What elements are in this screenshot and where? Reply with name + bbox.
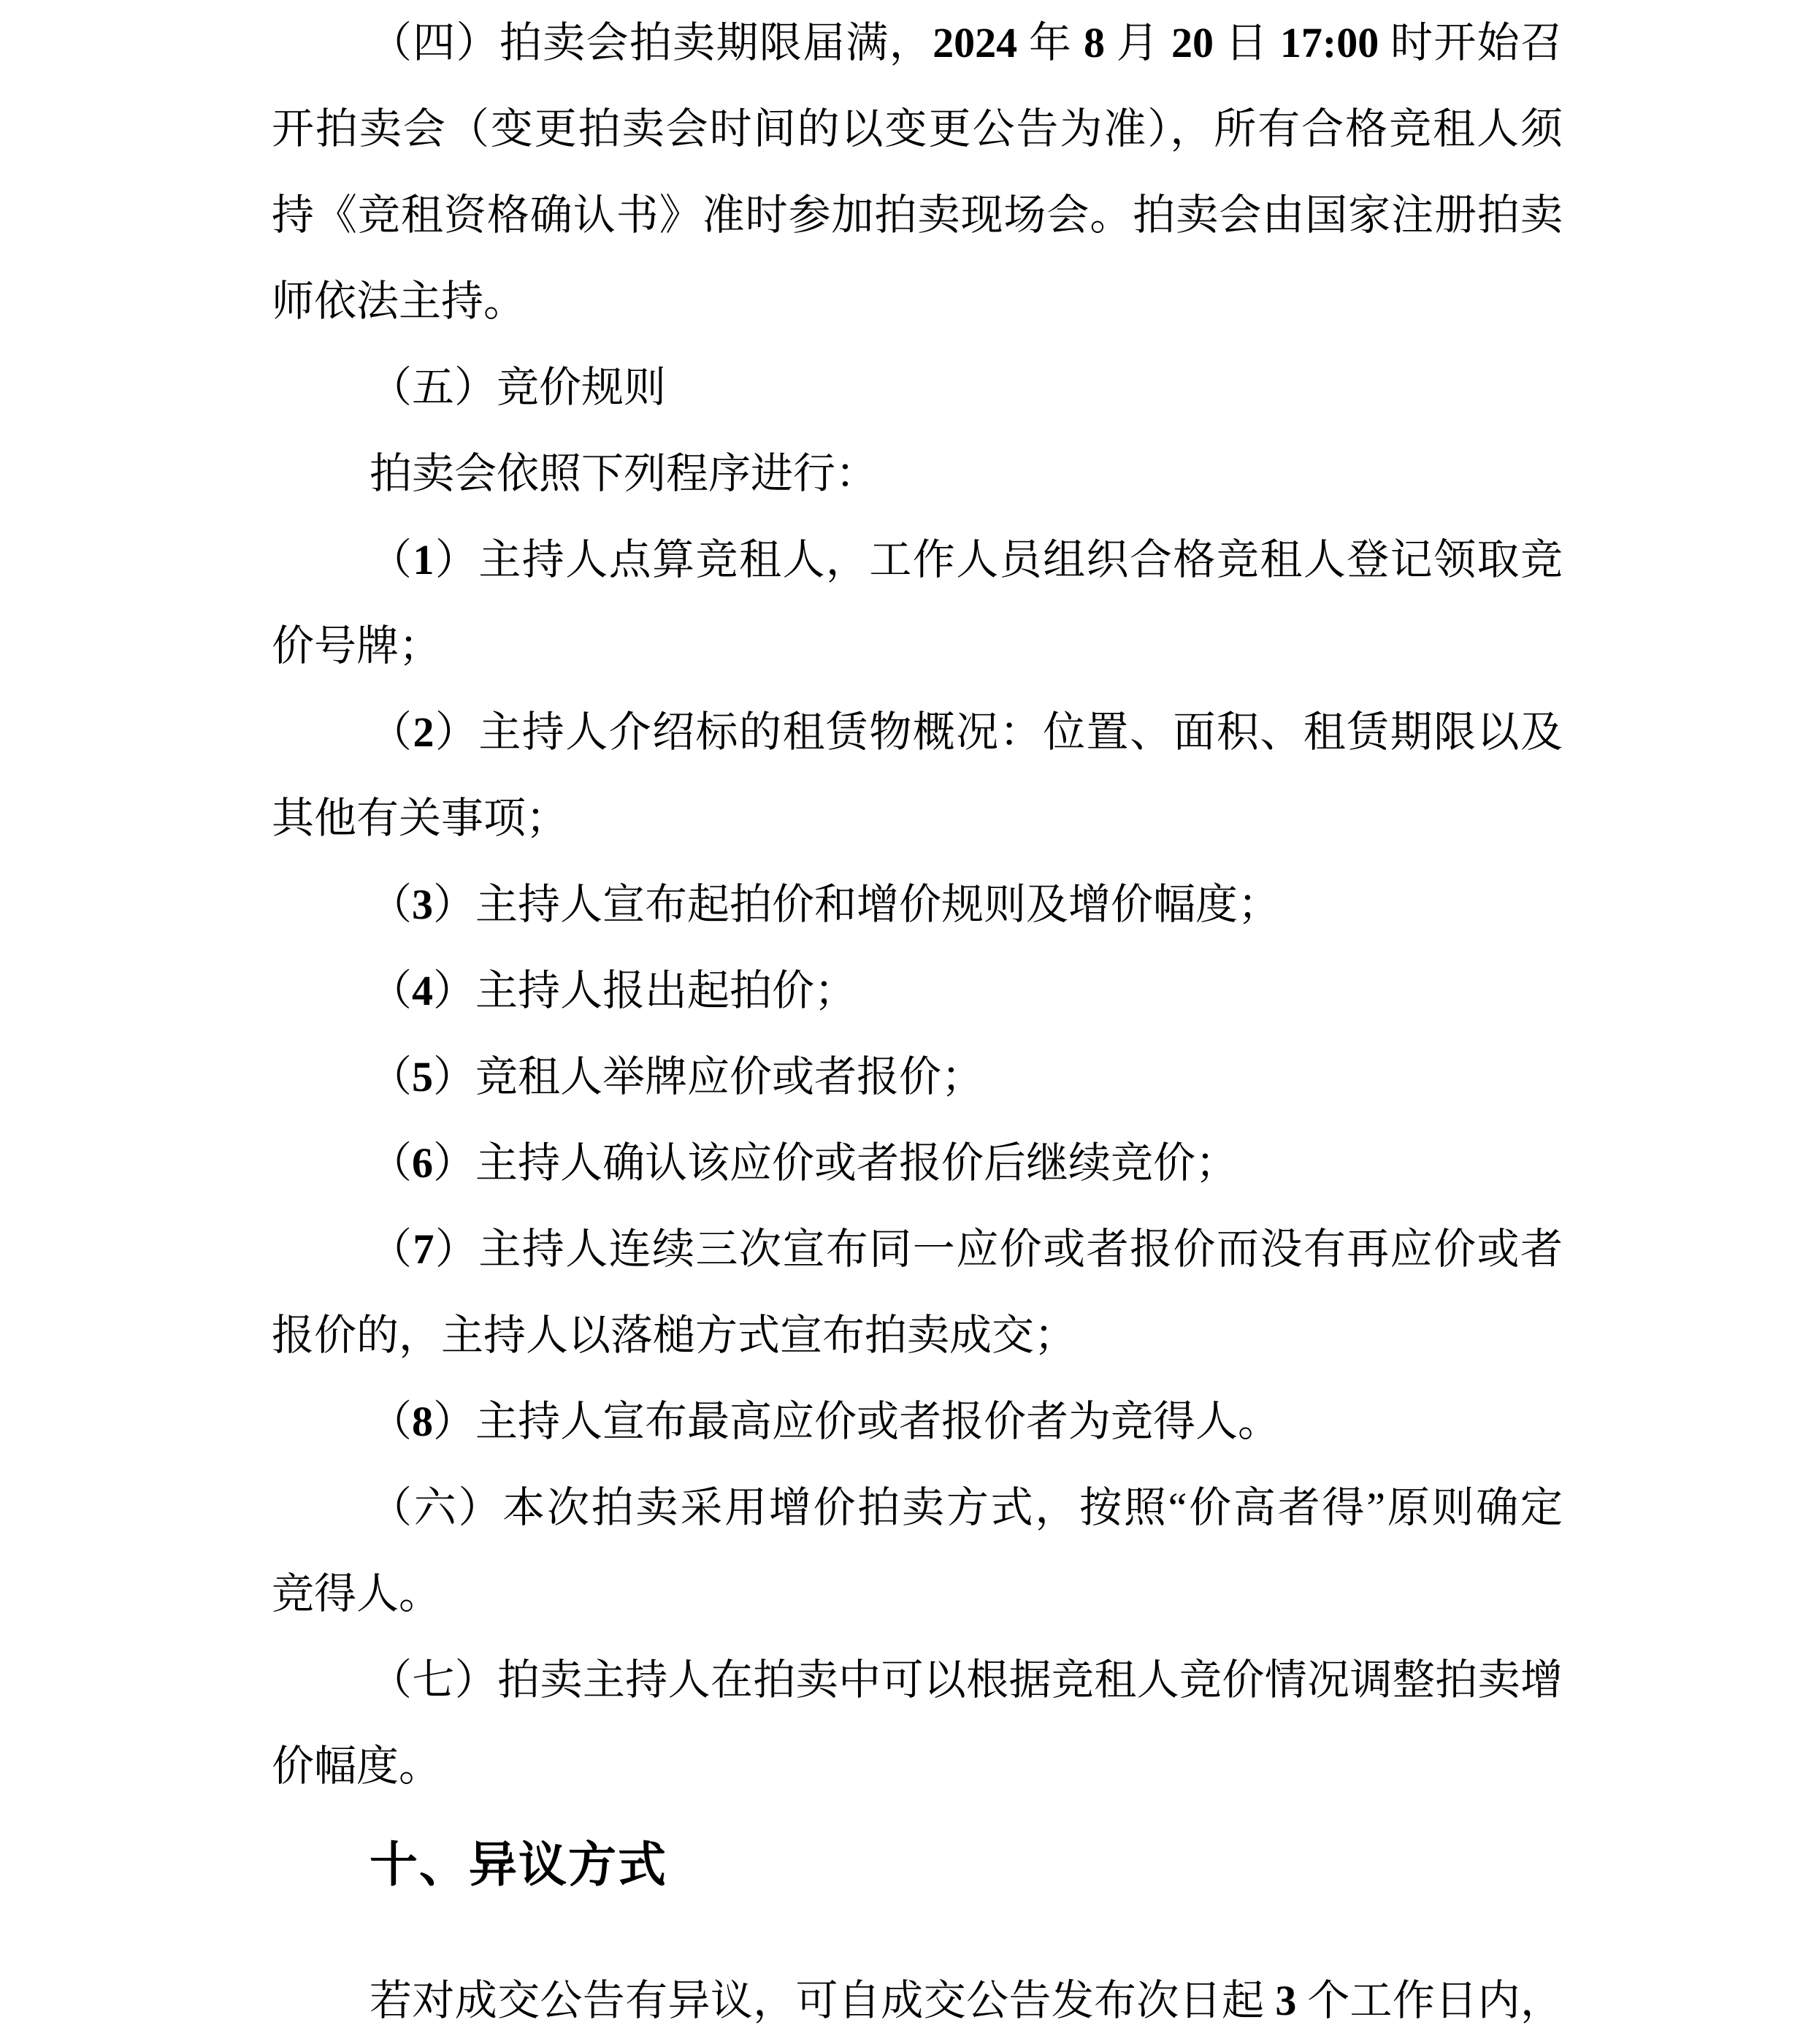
numeric-text: 2: [413, 708, 434, 756]
numeric-text: 7: [413, 1225, 434, 1273]
numeric-text: 8: [412, 1398, 434, 1445]
text-line: （4）主持人报出起拍价；: [370, 967, 857, 1014]
text-line: （7）主持人连续三次宣布同一应价或者报价而没有再应价或者: [370, 1225, 1563, 1273]
text-line: （1）主持人点算竞租人，工作人员组织合格竞租人登记领取竞: [370, 536, 1563, 583]
text-line: 价号牌；: [272, 622, 442, 670]
text-line: 价幅度。: [272, 1742, 442, 1790]
text-line: （四）拍卖会拍卖期限届满，2024 年 8 月 20 日 17:00 时开始召: [370, 19, 1563, 66]
text-line: 报价的，主持人以落槌方式宣布拍卖成交；: [272, 1312, 1077, 1359]
text-line: 师依法主持。: [272, 277, 527, 325]
text-line: （6）主持人确认该应价或者报价后继续竞价；: [370, 1139, 1238, 1187]
numeric-text: 20: [1171, 19, 1214, 66]
text-line: 开拍卖会（变更拍卖会时间的以变更公告为准），所有合格竞租人须: [272, 105, 1563, 153]
document-content: [272, 0, 1563, 2044]
text-line: 若对成交公告有异议，可自成交公告发布次日起 3 个工作日内，: [370, 1977, 1563, 2024]
text-line: （2）主持人介绍标的租赁物概况：位置、面积、租赁期限以及: [370, 708, 1563, 756]
numeric-text: 3: [1275, 1977, 1297, 2024]
numeric-text: 8: [1084, 19, 1105, 66]
text-line: （3）主持人宣布起拍价和增价规则及增价幅度；: [370, 881, 1281, 928]
numeric-text: 5: [412, 1053, 434, 1101]
numeric-text: 1: [413, 536, 434, 583]
numeric-text: 17:00: [1279, 19, 1379, 66]
numeric-text: 3: [412, 881, 434, 928]
text-line: 拍卖会依照下列程序进行：: [370, 450, 878, 497]
text-line: 竞得人。: [272, 1570, 442, 1618]
text-line: （8）主持人宣布最高应价或者报价者为竞得人。: [370, 1398, 1281, 1445]
numeric-text: 4: [412, 967, 434, 1014]
section-heading: 十、异议方式: [370, 1837, 667, 1891]
text-line: （五）竞价规则: [370, 364, 667, 411]
text-line: （七）拍卖主持人在拍卖中可以根据竞租人竞价情况调整拍卖增: [370, 1656, 1563, 1704]
numeric-text: 2024: [933, 19, 1018, 66]
text-line: 其他有关事项；: [272, 795, 569, 842]
numeric-text: 6: [412, 1139, 434, 1187]
text-line: （六）本次拍卖采用增价拍卖方式，按照“价高者得”原则确定: [370, 1484, 1563, 1531]
text-line: 持《竞租资格确认书》准时参加拍卖现场会。拍卖会由国家注册拍卖: [272, 191, 1563, 239]
text-line: （5）竞租人举牌应价或者报价；: [370, 1053, 984, 1101]
